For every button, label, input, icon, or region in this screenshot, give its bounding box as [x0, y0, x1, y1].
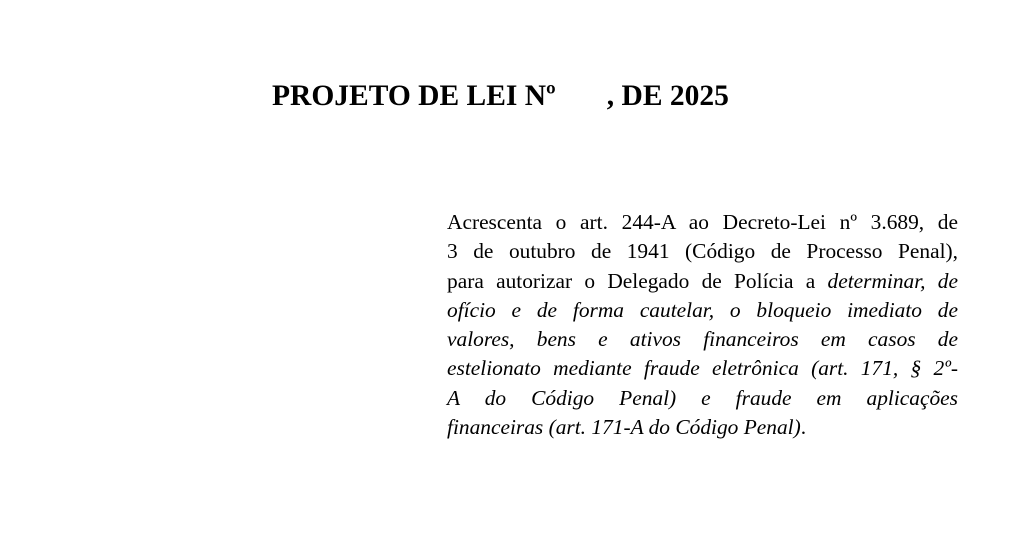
summary-line-1-text: Acrescenta o art. 244-A ao Decreto-Lei nº 3.689, de	[447, 210, 958, 234]
summary-line-4-italic: ofício e de forma cautelar, o bloqueio imediato de	[447, 297, 958, 322]
summary-line-6	[447, 354, 958, 383]
summary-line-4	[447, 296, 958, 325]
summary-line-3-italic: determinar, de	[827, 268, 958, 293]
summary-line-8-italic: financeiras (art. 171-A do Código Penal)	[447, 415, 801, 440]
summary-line-5	[447, 325, 958, 354]
bill-title	[272, 78, 729, 114]
summary-line-8	[447, 413, 958, 442]
summary-line-5-italic: valores, bens e ativos financeiros em casos de	[447, 327, 958, 352]
summary-line-7	[447, 384, 958, 413]
summary-line-8-period: .	[800, 415, 807, 440]
bill-title-suffix: , DE 2025	[606, 80, 729, 112]
bill-summary	[447, 208, 958, 442]
summary-line-6-italic: estelionato mediante fraude eletrônica (art. 171, § 2º-	[447, 356, 958, 381]
summary-line-3-text: para autorizar o Delegado de Polícia a	[447, 268, 828, 293]
summary-line-1	[447, 208, 958, 237]
bill-title-prefix: PROJETO DE LEI Nº	[272, 80, 556, 112]
summary-line-3	[447, 267, 958, 296]
summary-line-7-italic: A do Código Penal) e fraude em aplicações	[447, 385, 958, 410]
summary-line-2-text: 3 de outubro de 1941 (Código de Processo Penal),	[447, 239, 958, 264]
summary-line-2	[447, 237, 958, 266]
